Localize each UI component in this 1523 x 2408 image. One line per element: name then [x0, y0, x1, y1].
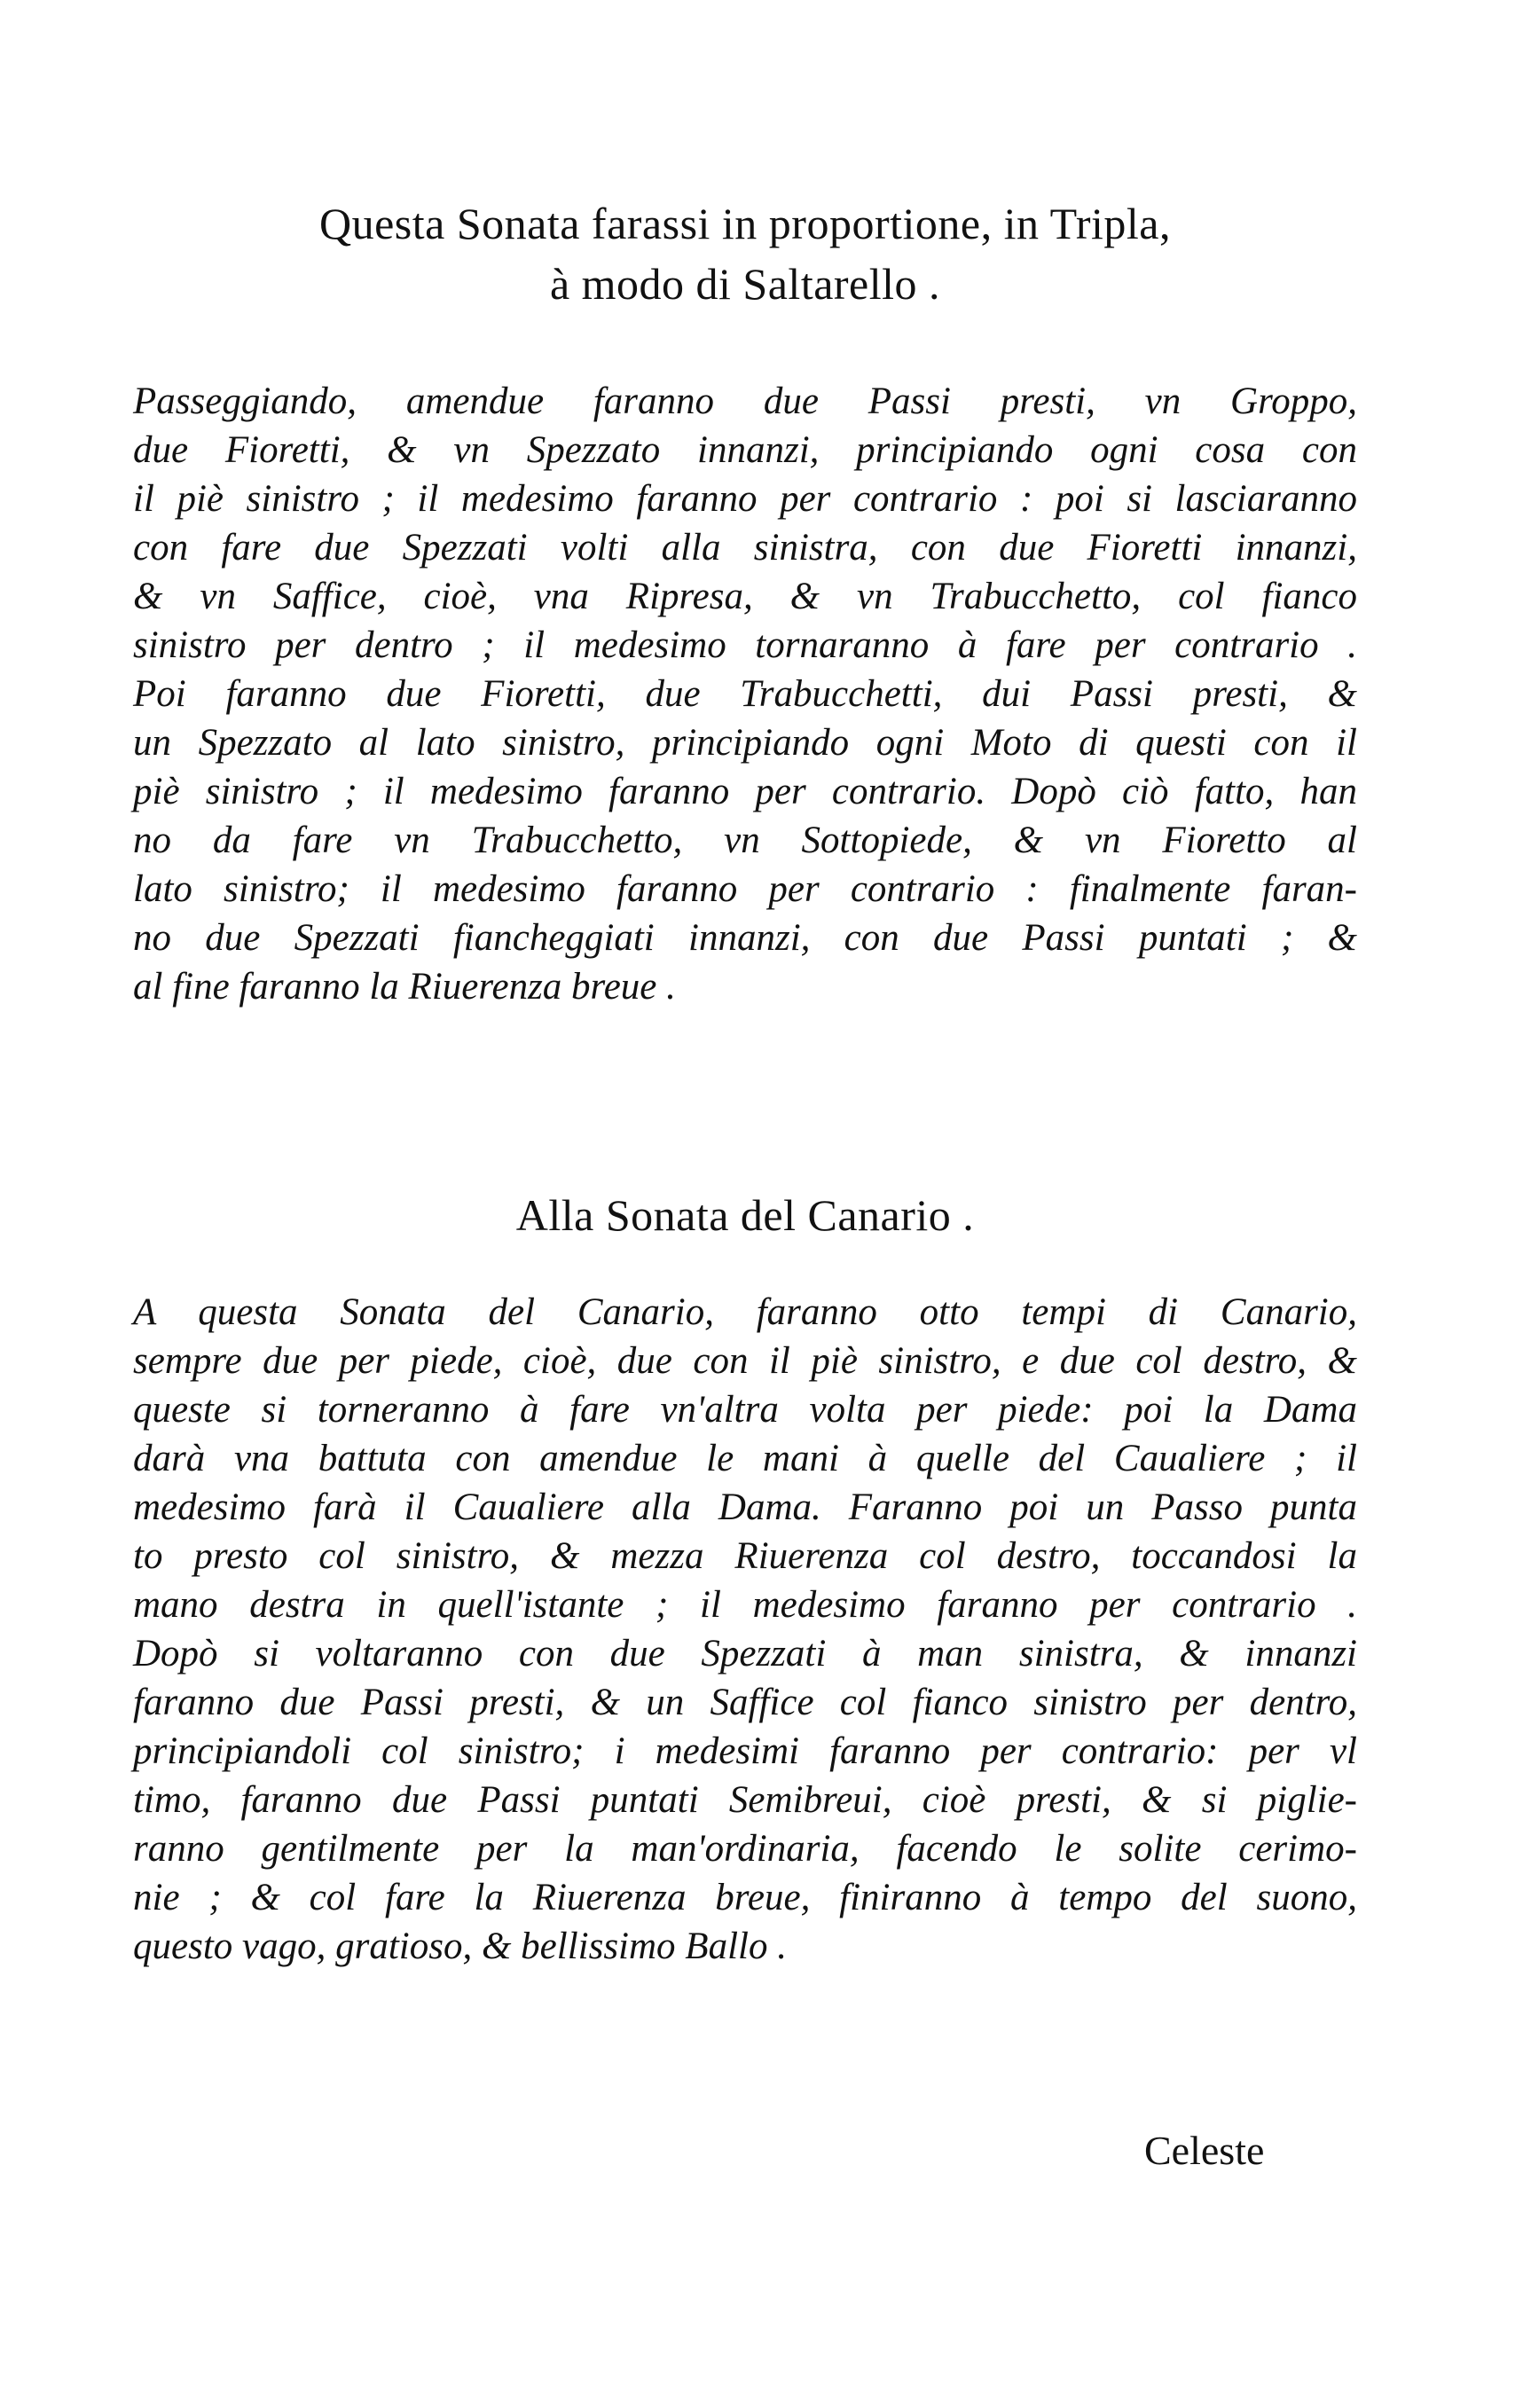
text-line: principiandoli col sinistro; i medesimi faranno per contrario: per vl — [133, 1730, 1357, 1772]
text-line: darà vna battuta con amendue le mani à quelle del Caualiere ; il — [133, 1438, 1357, 1479]
text-line: mano destra in quell'istante ; il medesimo faranno per contrario . — [133, 1584, 1357, 1626]
text-line: due Fioretti, & vn Spezzato innanzi, principiando ogni cosa con — [133, 429, 1357, 471]
text-line: no due Spezzati fiancheggiati innanzi, con due Passi puntati ; & — [133, 917, 1357, 959]
text-line: sempre due per piede, cioè, due con il piè sinistro, e due col destro, & — [133, 1340, 1357, 1382]
text-line: medesimo farà il Caualiere alla Dama. Faranno poi un Passo punta — [133, 1486, 1357, 1528]
text-line: Passeggiando, amendue faranno due Passi presti, vn Groppo, — [133, 380, 1357, 422]
text-line: lato sinistro; il medesimo faranno per contrario : finalmente faran- — [133, 868, 1357, 910]
text-line: un Spezzato al lato sinistro, principiando ogni Moto di questi con il — [133, 722, 1357, 764]
text-line: queste si torneranno à fare vn'altra volta per piede: poi la Dama — [133, 1389, 1357, 1431]
text-line: al fine faranno la Riuerenza breue . — [133, 966, 676, 1008]
text-line: no da fare vn Trabucchetto, vn Sottopiede, & vn Fioretto al — [133, 820, 1357, 861]
paragraph-saltarello — [133, 377, 1357, 1011]
text-line: il piè sinistro ; il medesimo faranno per contrario : poi si lasciaranno — [133, 478, 1357, 520]
catchword: Celeste — [1144, 2128, 1265, 2173]
section-heading-canario: Alla Sonata del Canario . — [515, 1190, 975, 1240]
text-line: to presto col sinistro, & mezza Riuerenza col destro, toccandosi la — [133, 1535, 1357, 1577]
paragraph-canario — [133, 1288, 1357, 1971]
section-heading-saltarello-line2: à modo di Saltarello . — [549, 259, 941, 309]
text-line: nie ; & col fare la Riuerenza breue, finiranno à tempo del suono, — [133, 1877, 1357, 1918]
text-line: ranno gentilmente per la man'ordinaria, facendo le solite cerimo- — [133, 1828, 1357, 1870]
text-line: timo, faranno due Passi puntati Semibreui, cioè presti, & si piglie- — [133, 1779, 1357, 1821]
text-line: A questa Sonata del Canario, faranno otto tempi di Canario, — [133, 1291, 1357, 1333]
text-line: & vn Saffice, cioè, vna Ripresa, & vn Trabucchetto, col fianco — [133, 576, 1357, 617]
text-line: Poi faranno due Fioretti, due Trabucchetti, dui Passi presti, & — [133, 673, 1357, 715]
text-line: con fare due Spezzati volti alla sinistra, con due Fioretti innanzi, — [133, 527, 1357, 569]
text-line: faranno due Passi presti, & un Saffice col fianco sinistro per dentro, — [133, 1682, 1357, 1723]
section-heading-saltarello-line1: Questa Sonata farassi in proportione, in Tripla, — [319, 199, 1171, 248]
text-line: questo vago, gratioso, & bellissimo Ballo . — [133, 1926, 787, 1967]
text-line: Dopò si voltaranno con due Spezzati à man sinistra, & innanzi — [133, 1633, 1357, 1675]
text-line: sinistro per dentro ; il medesimo tornaranno à fare per contrario . — [133, 624, 1357, 666]
text-line: piè sinistro ; il medesimo faranno per contrario. Dopò ciò fatto, han — [133, 771, 1357, 812]
